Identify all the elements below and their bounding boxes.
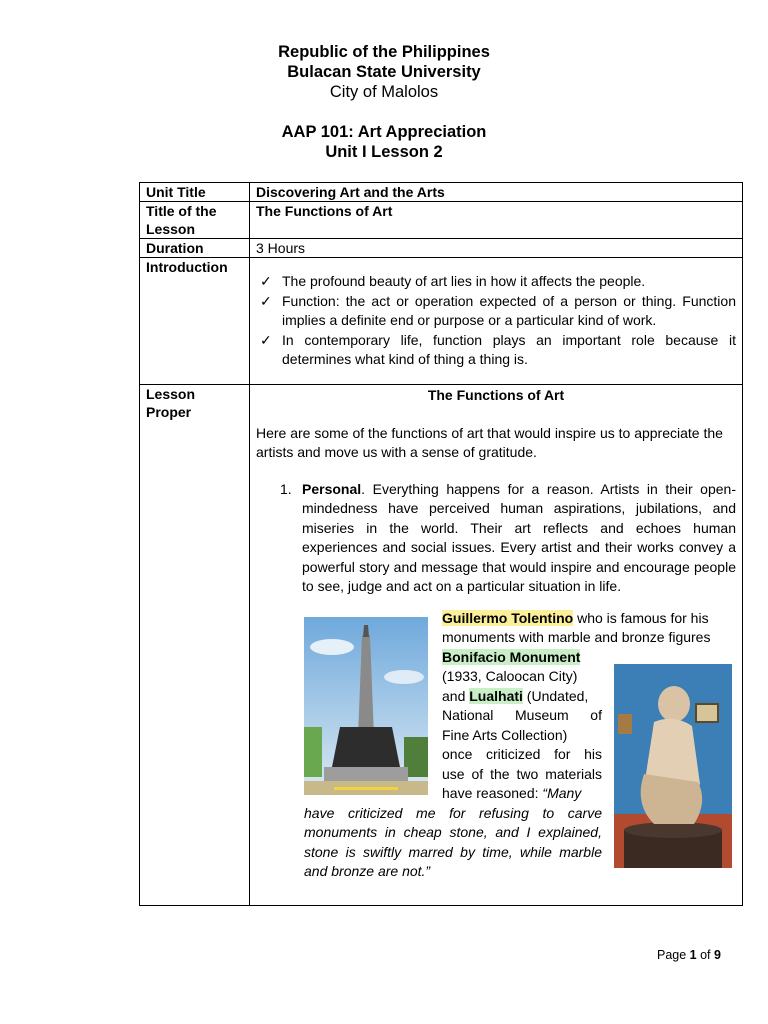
item-term: Personal	[302, 480, 362, 497]
lesson-proper-label	[140, 384, 250, 905]
critic-line1: once criticized for his	[442, 745, 602, 762]
header-course: AAP 101: Art Appreciation	[281, 123, 487, 141]
monument-name: Bonifacio Monument	[442, 648, 581, 665]
artist-line	[442, 609, 734, 648]
footer-page-word: Page	[657, 948, 690, 962]
sculpture-illustration	[614, 664, 732, 868]
bonifacio-monument-image	[304, 617, 428, 795]
lesson-title-label-line2: Lesson	[146, 221, 196, 237]
row-lesson-proper	[140, 384, 743, 905]
lesson-proper-label-line1: Lesson	[146, 385, 196, 402]
critic-line3	[442, 784, 581, 804]
quote-start: “Many	[542, 784, 582, 801]
duration-value: 3 Hours	[250, 239, 743, 258]
unit-title-label: Unit Title	[140, 183, 250, 202]
lesson-proper-content	[250, 384, 743, 905]
intro-item-text: The profound beauty of art lies in how it affects the people.	[282, 273, 646, 289]
row-unit-title	[140, 183, 743, 202]
intro-item	[256, 331, 736, 370]
document-header	[0, 42, 768, 162]
lesson-title-label-line1: Title of the	[146, 203, 217, 219]
row-lesson-title	[140, 202, 743, 239]
unit-title-value: Discovering Art and the Arts	[250, 183, 743, 202]
footer-page-number: 1	[689, 948, 697, 962]
museum-line1: National Museum of	[442, 706, 602, 723]
sculpture-info: (Undated,	[522, 687, 589, 704]
item-text: . Everything happens for a reason. Artists in their open-mindedness have perceived human aspirations, jubilations, and miseries in the world. Their art reflects and echoes human experiences and social issues. Every artist and their works convey a powerful story and message that would inspire and encourage people to see, judge and act on a particular situation in life.	[302, 480, 736, 594]
duration-label: Duration	[140, 239, 250, 258]
intro-item	[256, 292, 736, 331]
monument-info: (1933, Caloocan City)	[442, 667, 578, 684]
artist-text: who is famous for his monuments with marble and bronze figures	[442, 609, 711, 645]
footer-page-total: 9	[714, 948, 721, 962]
sculpture-line	[442, 687, 588, 707]
introduction-label: Introduction	[140, 258, 250, 385]
footer-of-word: of	[696, 948, 714, 962]
check-icon: ✓	[260, 292, 272, 309]
check-icon: ✓	[260, 331, 272, 348]
museum-line2: Fine Arts Collection)	[442, 726, 568, 743]
row-duration	[140, 239, 743, 258]
header-city: City of Malolos	[329, 83, 439, 101]
tolentino-quote: have criticized me for refusing to carve monuments in cheap stone, and I explained, stone is swiftly marred by time, while marble and bronze are not.”	[304, 804, 602, 879]
check-icon: ✓	[260, 273, 272, 289]
lesson-title-label	[140, 202, 250, 239]
introduction-content	[250, 258, 743, 385]
critic-line2: use of the two materials	[442, 765, 602, 782]
monument-line	[442, 648, 580, 668]
row-introduction	[140, 258, 743, 385]
lualhati-sculpture-image	[614, 664, 732, 868]
header-university: Bulacan State University	[287, 63, 481, 81]
lesson-proper-title: The Functions of Art	[427, 386, 565, 403]
intro-item	[256, 272, 736, 292]
monument-illustration	[304, 617, 428, 795]
artist-name: Guillermo Tolentino	[442, 609, 574, 626]
header-republic: Republic of the Philippines	[278, 43, 490, 61]
and-word: and	[442, 687, 470, 704]
lesson-title-value: The Functions of Art	[250, 202, 743, 239]
lesson-table	[139, 182, 743, 906]
function-item-personal	[256, 480, 736, 597]
lesson-intro-paragraph: Here are some of the functions of art that would inspire us to appreciate the artists and move us with a sense of gratitude.	[256, 424, 723, 460]
introduction-list	[256, 258, 736, 384]
sculpture-name: Lualhati	[469, 687, 523, 704]
intro-item-text: Function: the act or operation expected of a person or thing. Function implies a definite end or purpose or a particular kind of work.	[282, 292, 736, 328]
figure-area	[256, 609, 736, 885]
item-number: 1.	[280, 480, 292, 497]
header-unit: Unit I Lesson 2	[325, 143, 443, 161]
intro-item-text: In contemporary life, function plays an important role because it determines what kind of thing a thing is.	[282, 331, 736, 367]
page-footer	[657, 948, 721, 962]
critic-line3-text: have reasoned:	[442, 784, 543, 801]
lesson-proper-label-line2: Proper	[146, 403, 192, 420]
